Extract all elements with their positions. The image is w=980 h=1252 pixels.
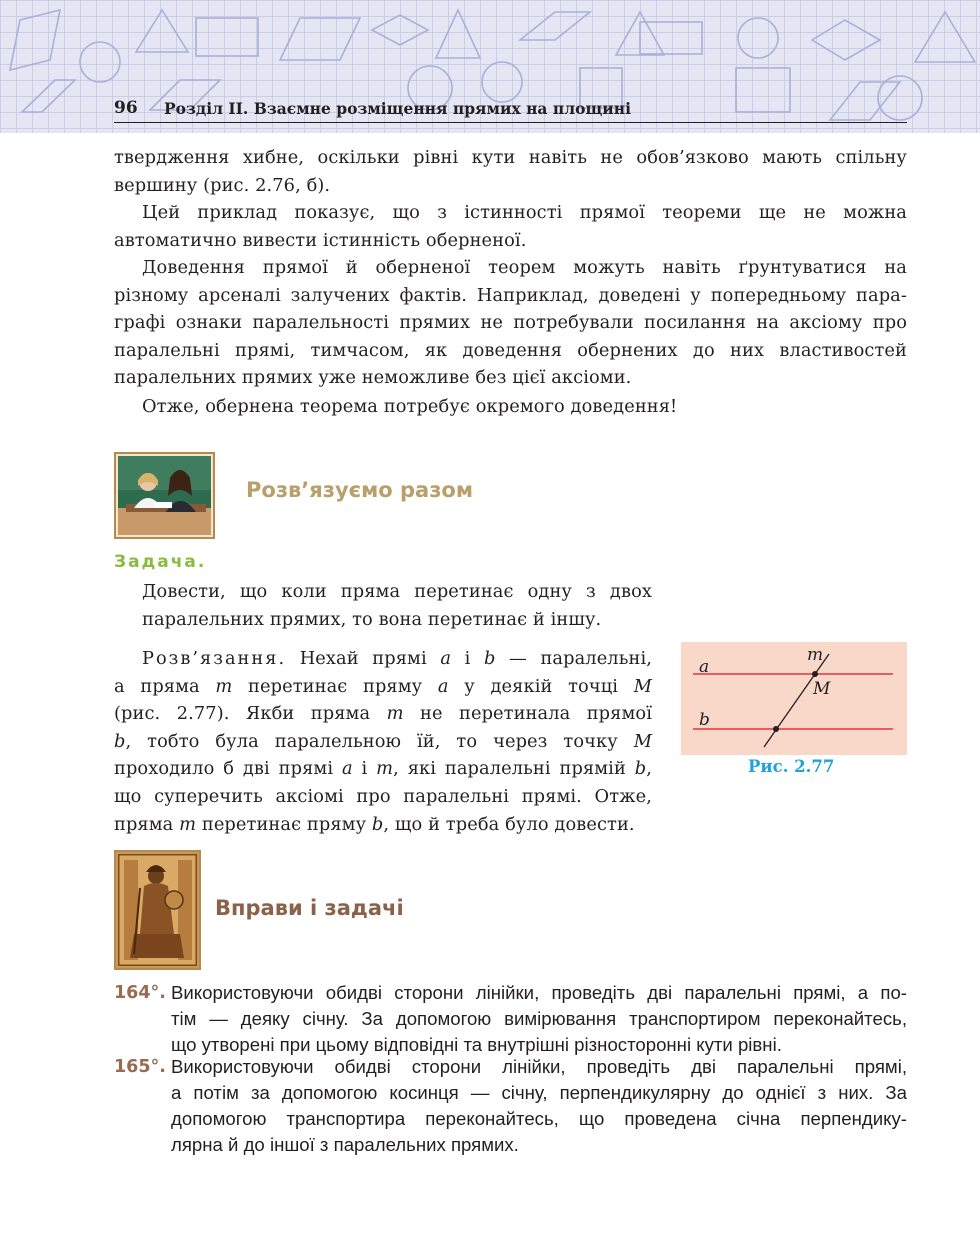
point-intersection-b [773,726,779,732]
paragraph-converse-2 [114,254,907,392]
exercise-number: 165°. [114,1057,166,1077]
page-header [0,0,980,133]
task-statement [142,578,652,633]
exercises-emblem [114,850,201,970]
figure-2-77 [681,642,907,755]
text-line: паралельних прямих уже неможливе без цієї аксіоми. [114,367,632,389]
text-line: тім — деяку січну. За допомогою вимірювання транспортиром переконайтесь, [171,1008,907,1029]
solution-paragraph [114,645,652,838]
parallelogram-icon [520,12,590,40]
text-line: що суперечить аксіомі про паралельні прямі. Отже, [114,785,652,807]
text-line: а пряма m перетинає пряму a у деякій точці M [114,675,652,697]
secant-m [764,654,829,747]
text-line: Використовуючи обидві сторони лінійки, проведіть дві паралельні прямі, [171,1056,907,1077]
header-rule [114,122,907,123]
exercise-165-text [171,1054,907,1158]
circle-icon [80,42,120,82]
triangle-icon [136,10,188,52]
rectangle-icon [736,68,790,112]
label-b: b [699,710,710,730]
label-m: m [807,645,824,665]
intro-paragraph [114,144,907,199]
parallelogram-icon [830,82,900,120]
classroom-illustration [118,456,211,535]
text-line: Доведення прямої й оберненої теорем можуть навіть ґрунтуватися на [142,257,907,278]
text-line: проходило б дві прямі a і m, які паралельні прямій b, [114,758,652,780]
text-line: паралельні прямі, тимчасом, як доведення обернених до них властивостей [114,339,907,361]
text-line: а потім за допомогою косинця — січну, перпендикулярну до однієї з них. За [171,1082,907,1103]
parallelogram-icon [280,18,360,60]
rectangle-icon [196,18,258,56]
parallelogram-icon [10,10,60,70]
text-line: (рис. 2.77). Якби пряма m не перетинала прямої [114,703,653,725]
circle-icon [738,18,778,58]
athena-statue-illustration [118,854,197,966]
text-line: автоматично вивести істинність оберненої. [114,229,527,251]
text-line: пряма m перетинає пряму b, що й треба було довести. [114,813,635,835]
text-line: допомогою транспортира переконайтесь, що проведена січна перпендику- [171,1108,907,1129]
section-title-exercises: Вправи і задачі [215,896,404,920]
point-M [812,671,818,677]
triangle-icon [915,12,975,62]
text-line: вершину (рис. 2.76, б). [114,174,331,196]
running-head: Розділ II. Взаємне розміщення прямих на площині [164,99,631,118]
text-line: Використовуючи обидві сторони лінійки, проведіть дві паралельні прямі, а по- [171,982,907,1003]
text-line: лярна й до іншої з паралельних прямих. [171,1134,519,1155]
exercise-164-text [171,980,907,1058]
text-line: що утворені при цьому відповідні та внутрішні різносторонні кути рівні. [171,1034,782,1055]
text-line: різному арсеналі залучених фактів. Наприклад, доведені у попередньому пара- [114,284,907,306]
text-line: Довести, що коли пряма перетинає одну з двох [142,581,652,602]
triangle-icon [436,10,480,58]
text-line: паралельних прямих, то вона перетинає й іншу. [142,608,602,630]
classroom-photo [114,452,215,539]
task-label: Задача. [114,552,207,572]
exercise-number: 164°. [114,983,166,1003]
text-line: графі ознаки паралельності прямих не потребували посилання на аксіому про [114,312,907,334]
text-line: b, тобто була паралельною їй, то через точку M [114,730,652,752]
parallel-lines-diagram [681,642,907,755]
page-number: 96 [114,98,138,118]
paragraph-conclusion [114,393,907,421]
section-title-solve-together: Розв’язуємо разом [246,478,474,502]
text-line: Отже, обернена теорема потребує окремого доведення! [142,396,678,417]
circle-icon [482,62,522,102]
paragraph-converse-1 [114,199,907,254]
parallelogram-icon [22,80,75,112]
rhombus-icon [812,20,880,60]
rhombus-icon [372,15,428,45]
text-line: Розв’язання. Нехай прямі a і b — паралельні, [142,648,652,669]
text-line: твердження хибне, оскільки рівні кути навіть не обов’язково мають спільну [114,147,907,168]
text-line: Цей приклад показує, що з істинності прямої теореми ще не можна [142,202,907,223]
label-M: M [813,679,831,699]
figure-caption: Рис. 2.77 [748,757,835,776]
label-a: a [699,657,710,677]
rectangle-icon [640,22,702,54]
